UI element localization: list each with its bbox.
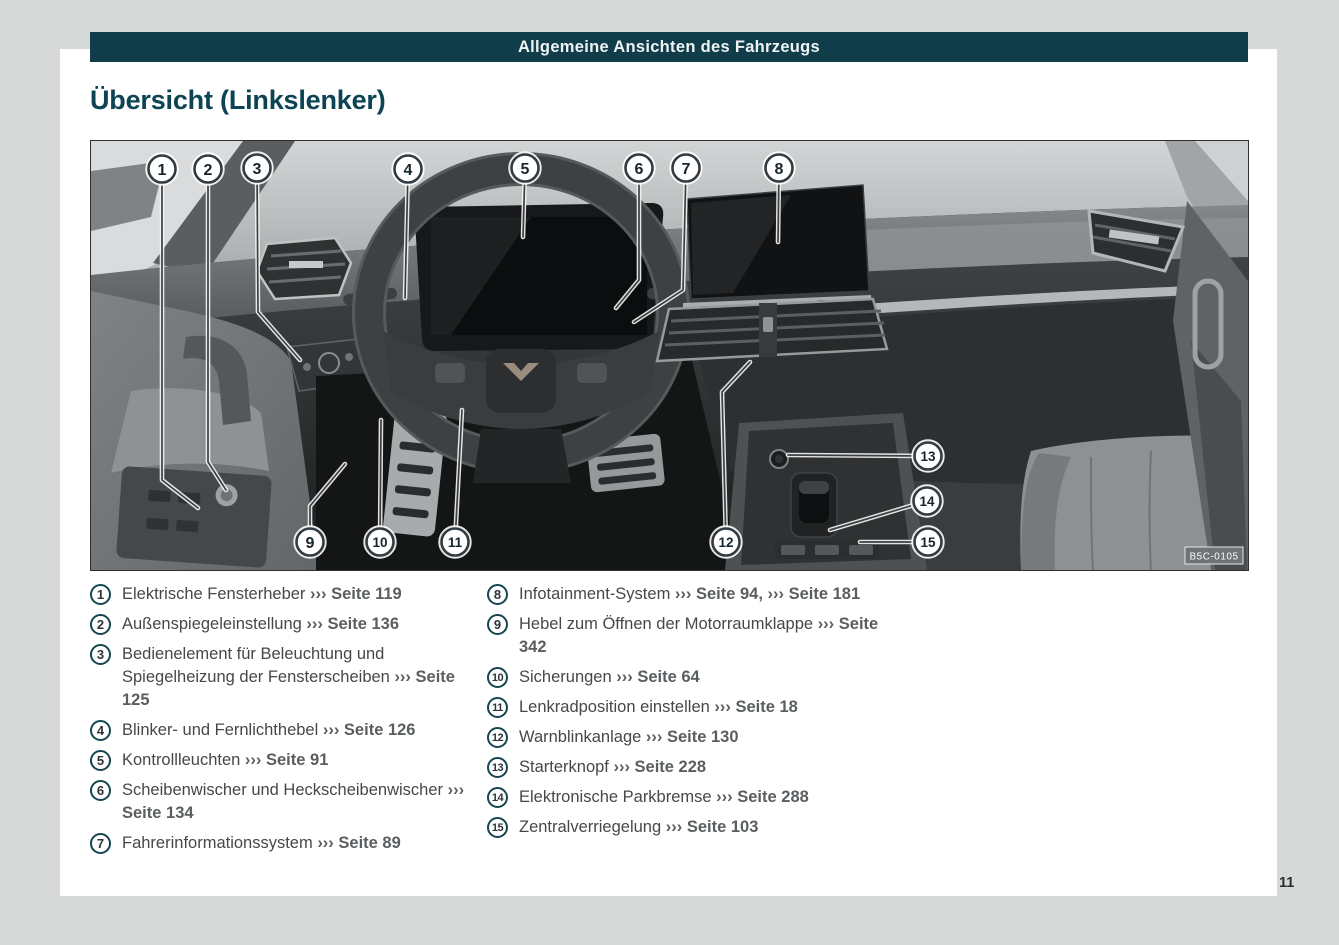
center-console [725,413,927,570]
legend-item-text: Hebel zum Öffnen der Motorraumklappe ››› Seite 342 [519,615,879,656]
chapter-header-bar [90,32,1248,62]
hazard-light-button [763,317,773,332]
legend-item [90,779,487,825]
legend-item [487,583,887,606]
page-number: 11 [1279,875,1295,891]
legend-column-right [487,583,887,862]
legend-item [90,643,487,712]
legend-item-number: 4 [90,720,111,741]
legend-item [487,786,887,809]
legend-item [487,666,887,689]
svg-text:11: 11 [447,534,463,550]
legend-item-number: 1 [90,584,111,605]
legend-item-text: Elektrische Fensterheber ››› Seite 119 [122,585,402,603]
legend-item [487,613,887,659]
legend-item [90,719,487,742]
legend-item-text: Infotainment-System ››› Seite 94, ››› Seite 181 [519,585,861,603]
legend-item-number: 13 [487,757,508,778]
vent-slat-highlight [289,261,323,268]
figure-code: B5C-0105 [1189,551,1239,563]
dashboard-figure [91,141,1248,570]
legend-item-text: Warnblinkanlage ››› Seite 130 [519,728,739,746]
svg-text:2: 2 [203,161,213,179]
svg-text:8: 8 [774,160,784,178]
legend-item-number: 2 [90,614,111,635]
svg-text:6: 6 [634,160,644,178]
legend-item-text: Scheibenwischer und Heckscheibenwischer ››› Seite 134 [122,781,465,822]
legend-item-text: Außenspiegeleinstellung ››› Seite 136 [122,615,400,633]
legend-item-text: Sicherungen ››› Seite 64 [519,668,700,686]
svg-text:14: 14 [919,493,935,509]
wheel-button-right [577,363,607,383]
legend-item-text: Kontrollleuchten ››› Seite 91 [122,751,329,769]
center-air-vents [657,299,887,361]
legend-item-number: 9 [487,614,508,635]
legend-item [90,613,487,636]
svg-text:10: 10 [372,534,388,550]
svg-text:4: 4 [403,161,413,179]
legend-item-text: Fahrerinformationssystem ››› Seite 89 [122,834,401,852]
legend-item-text: Starterknopf ››› Seite 228 [519,758,707,776]
central-locking-button [849,545,873,555]
legend-item-number: 11 [487,697,508,718]
legend-item [90,583,487,606]
steering-column [473,429,571,483]
legend-item [487,816,887,839]
figure-code-label [1185,547,1243,564]
svg-text:12: 12 [718,534,734,550]
window-switch-panel [116,466,272,568]
legend-item-number: 3 [90,644,111,665]
legend-item-number: 14 [487,787,508,808]
dashboard-photo [91,141,1248,570]
parking-brake-button [781,545,805,555]
svg-text:1: 1 [157,161,167,179]
legend-item-text: Bedienelement für Beleuchtung und Spiegelheizung der Fensterscheiben ››› Seite 125 [122,645,455,709]
svg-text:13: 13 [920,448,936,464]
legend-item [90,832,487,855]
legend-item [487,726,887,749]
legend-item-number: 8 [487,584,508,605]
svg-text:5: 5 [520,160,530,178]
svg-text:9: 9 [305,534,315,552]
svg-text:3: 3 [252,160,262,178]
legend-item [90,749,487,772]
legend-item-number: 15 [487,817,508,838]
legend [90,583,887,862]
legend-column-left [90,583,487,862]
wheel-button-left [435,363,465,383]
legend-item-text: Blinker- und Fernlichthebel ››› Seite 126 [122,721,416,739]
legend-item-text: Lenkradposition einstellen ››› Seite 18 [519,698,798,716]
legend-item-number: 10 [487,667,508,688]
legend-item-text: Zentralverriegelung ››› Seite 103 [519,818,759,836]
legend-item [487,696,887,719]
chapter-title: Allgemeine Ansichten des Fahrzeugs [517,37,821,56]
legend-item [487,756,887,779]
svg-text:7: 7 [681,160,691,178]
legend-item-number: 6 [90,780,111,801]
legend-item-number: 7 [90,833,111,854]
legend-item-number: 12 [487,727,508,748]
document-sheet [60,37,1277,896]
legend-item-text: Elektronische Parkbremse ››› Seite 288 [519,788,809,806]
svg-text:15: 15 [920,534,936,550]
left-air-vent [257,238,351,299]
page-title: Übersicht (Linkslenker) [90,85,386,115]
legend-item-number: 5 [90,750,111,771]
